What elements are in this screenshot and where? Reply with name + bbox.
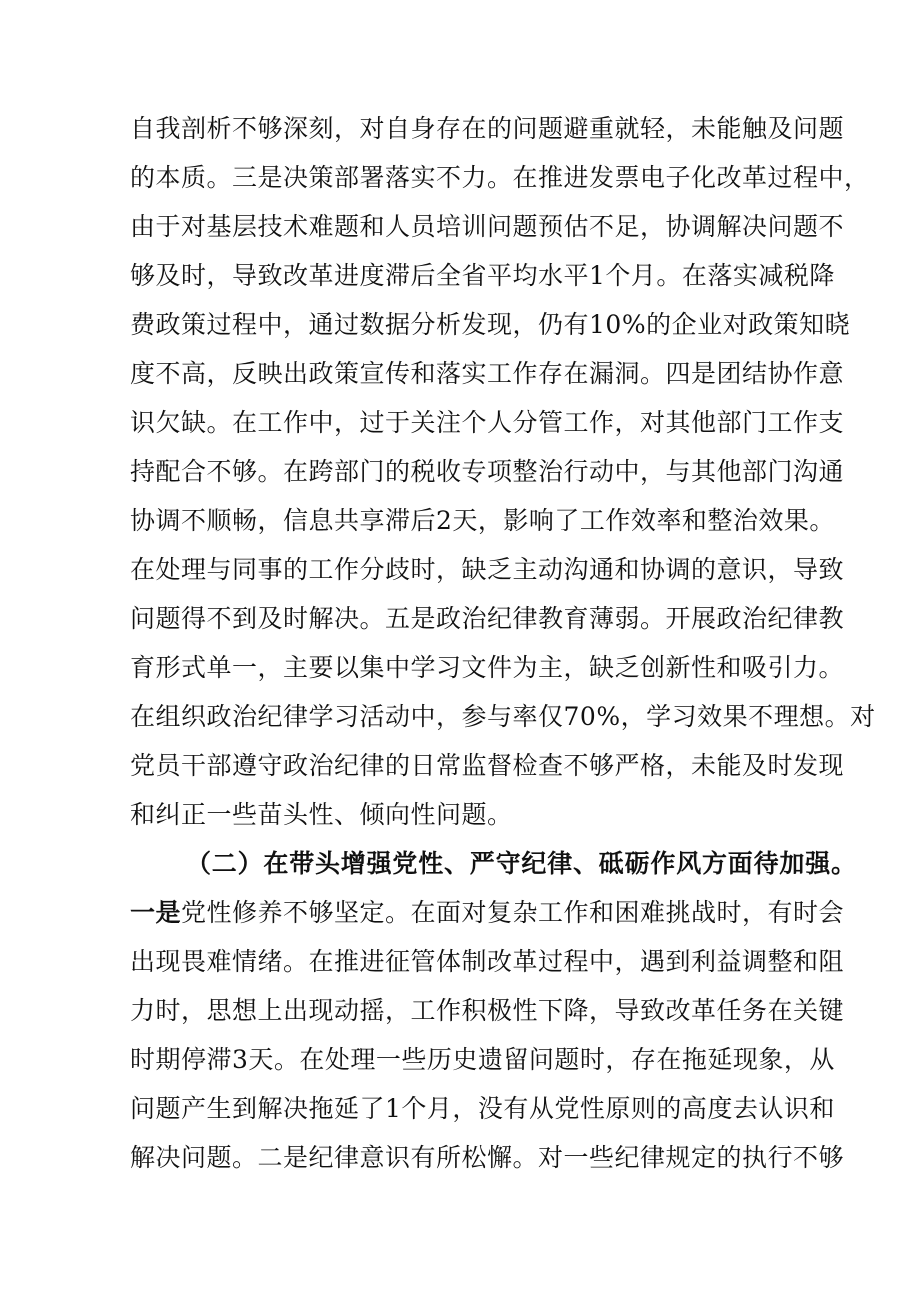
body-text-line: 育形式单一，主要以集中学习文件为主，缺乏创新性和吸引力。 [130, 653, 845, 682]
body-text-line: 和纠正一些苗头性、倾向性问题。 [130, 800, 513, 829]
body-text-line: 费政策过程中，通过数据分析发现，仍有10%的企业对政策知晓 [130, 310, 851, 339]
body-text-line: 党员干部遵守政治纪律的日常监督检查不够严格，未能及时发现 [130, 751, 845, 780]
body-text-run: 党性修养不够坚定。在面对复杂工作和困难挑战时，有时会 [181, 898, 845, 927]
body-text-line: 够及时，导致改革进度滞后全省平均水平1个月。在落实减税降 [130, 261, 835, 290]
body-text-line [130, 891, 845, 935]
body-text-line: 问题产生到解决拖延了1个月，没有从党性原则的高度去认识和 [130, 1094, 835, 1123]
body-text-line: 自我剖析不够深刻，对自身存在的问题避重就轻，未能触及问题 [130, 114, 845, 143]
body-text-line: 问题得不到及时解决。五是政治纪律教育薄弱。开展政治纪律教 [130, 604, 845, 633]
section-heading: （二）在带头增强党性、严守纪律、砥砺作风方面待加强。 [186, 849, 857, 878]
body-text-line: 力时，思想上出现动摇，工作积极性下降，导致改革任务在关键 [130, 996, 845, 1025]
lead-phrase: 一是 [130, 898, 182, 927]
body-text-line: 在处理与同事的工作分歧时，缺乏主动沟通和协调的意识，导致 [130, 555, 845, 584]
body-text-line: 出现畏难情绪。在推进征管体制改革过程中，遇到利益调整和阻 [130, 947, 845, 976]
body-text-line: 由于对基层技术难题和人员培训问题预估不足，协调解决问题不 [130, 212, 845, 241]
body-text-line: 时期停滞3天。在处理一些历史遗留问题时，存在拖延现象，从 [130, 1045, 835, 1074]
body-text-line: 协调不顺畅，信息共享滞后2天，影响了工作效率和整治效果。 [130, 506, 835, 535]
body-text-line: 解决问题。二是纪律意识有所松懈。对一些纪律规定的执行不够 [130, 1143, 845, 1172]
body-text-line: 在组织政治纪律学习活动中，参与率仅70%，学习效果不理想。对 [130, 702, 876, 731]
body-text-line: 持配合不够。在跨部门的税收专项整治行动中，与其他部门沟通 [130, 457, 845, 486]
body-text-line: 的本质。三是决策部署落实不力。在推进发票电子化改革过程中， [130, 163, 870, 192]
body-text-line: 识欠缺。在工作中，过于关注个人分管工作，对其他部门工作支 [130, 408, 845, 437]
body-text-line: 度不高，反映出政策宣传和落实工作存在漏洞。四是团结协作意 [130, 359, 845, 388]
